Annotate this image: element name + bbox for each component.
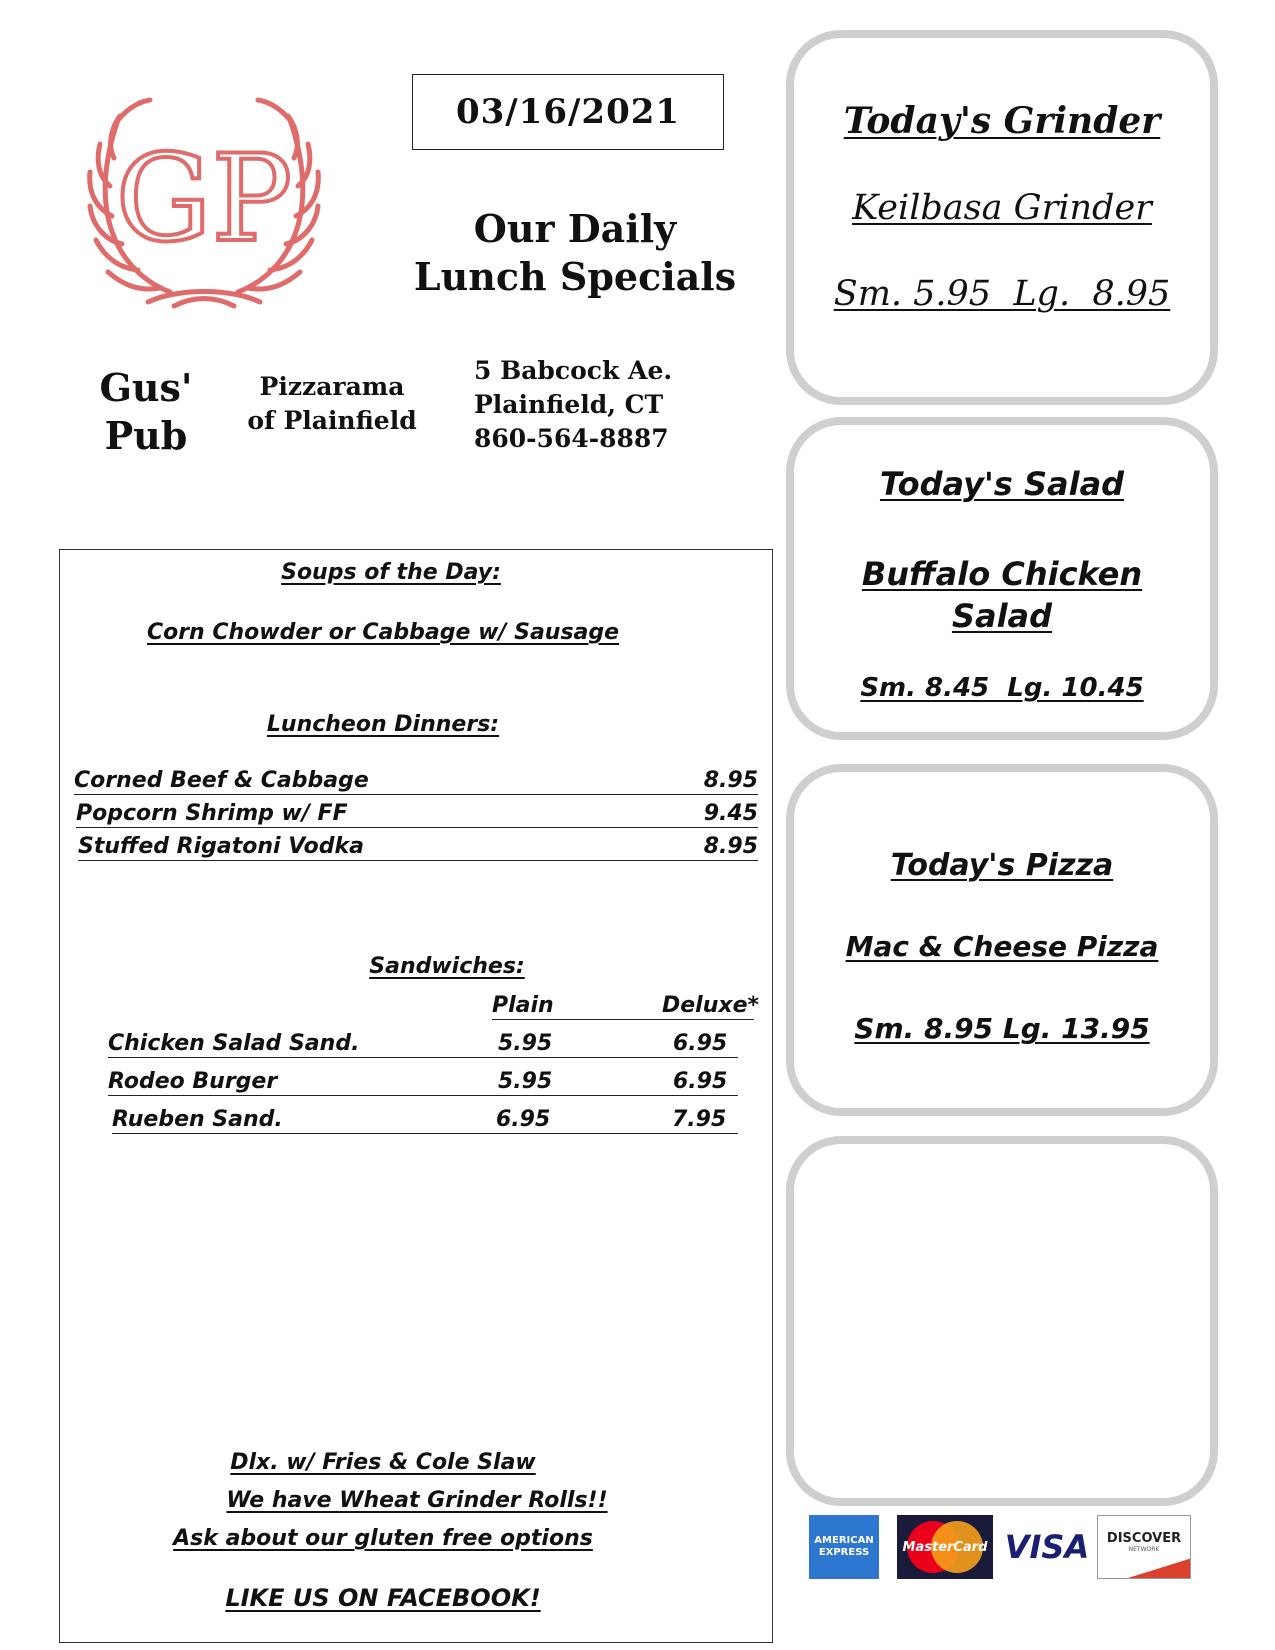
pizzarama-name — [232, 370, 432, 438]
address-street: 5 Babcock Ae. — [474, 356, 673, 385]
soups-text: Corn Chowder or Cabbage w/ Sausage — [146, 620, 620, 645]
facebook-note: LIKE US ON FACEBOOK! — [225, 1584, 541, 1612]
dinners-heading: Luncheon Dinners: — [266, 712, 500, 737]
sandwich-deluxe-price: 6.95 — [673, 1031, 728, 1056]
sandwich-name: Rodeo Burger — [108, 1069, 278, 1094]
salad-item-line-1: Buffalo Chicken — [861, 555, 1143, 593]
salad-box — [786, 417, 1218, 740]
pizza-box — [786, 764, 1218, 1116]
sandwiches-heading: Sandwiches: — [369, 954, 525, 979]
logo-monogram: GP — [115, 130, 293, 269]
salad-prices: Sm. 8.45 Lg. 10.45 — [860, 673, 1144, 703]
sandwich-row — [112, 1098, 738, 1134]
salad-item-line-2: Salad — [951, 597, 1053, 635]
menu-box — [59, 549, 773, 1643]
phone-number: 860-564-8887 — [474, 424, 669, 453]
grinder-item: Keilbasa Grinder — [852, 188, 1152, 228]
gp-logo — [78, 92, 330, 322]
sandwich-name: Chicken Salad Sand. — [108, 1031, 360, 1056]
pizza-prices: Sm. 8.95 Lg. 13.95 — [854, 1012, 1150, 1045]
dinner-name: Stuffed Rigatoni Vodka — [78, 834, 364, 859]
pizza-heading: Today's Pizza — [890, 848, 1114, 883]
empty-special-box — [786, 1136, 1218, 1506]
dinner-name: Popcorn Shrimp w/ FF — [76, 801, 348, 826]
salad-heading: Today's Salad — [879, 465, 1125, 503]
sandwich-name: Rueben Sand. — [112, 1107, 283, 1132]
sandwich-plain-price: 5.95 — [498, 1069, 553, 1094]
pub-name-line-1: Gus' — [99, 365, 193, 410]
amex-line-1: AMERICAN — [814, 1535, 874, 1546]
dinner-row — [74, 762, 758, 795]
col-plain: Plain — [492, 993, 554, 1018]
address-block — [474, 354, 734, 456]
grinder-prices: Sm. 5.95 Lg. 8.95 — [833, 274, 1171, 314]
gluten-free-note: Ask about our gluten free options — [173, 1526, 593, 1551]
soups-heading: Soups of the Day: — [281, 560, 501, 585]
pizza-item: Mac & Cheese Pizza — [845, 930, 1159, 963]
sandwich-plain-price: 6.95 — [496, 1107, 551, 1132]
sandwich-column-headers — [492, 990, 760, 1020]
deluxe-note: Dlx. w/ Fries & Cole Slaw — [230, 1450, 536, 1475]
sandwich-row — [108, 1022, 738, 1058]
title-line-1: Our Daily — [473, 206, 677, 251]
page-title — [405, 205, 745, 301]
col-deluxe: Deluxe* — [662, 993, 760, 1018]
grinder-box — [786, 30, 1218, 405]
visa-icon — [1001, 1515, 1093, 1579]
dinner-price: 8.95 — [703, 834, 758, 859]
pizzarama-line-1: Pizzarama — [259, 372, 405, 401]
address-city: Plainfield, CT — [474, 390, 664, 419]
sandwich-row — [108, 1060, 738, 1096]
pub-name — [90, 364, 202, 460]
grinder-heading: Today's Grinder — [843, 100, 1161, 142]
amex-line-2: EXPRESS — [818, 1547, 870, 1558]
sandwich-deluxe-price: 6.95 — [673, 1069, 728, 1094]
dinner-name: Corned Beef & Cabbage — [74, 768, 369, 793]
dinner-row — [76, 795, 758, 828]
mastercard-icon — [897, 1515, 993, 1579]
visa-label: VISA — [1004, 1528, 1090, 1566]
menu-date: 03/16/2021 — [455, 92, 681, 132]
sandwich-deluxe-price: 7.95 — [672, 1107, 727, 1132]
title-line-2: Lunch Specials — [413, 254, 737, 299]
discover-label: DISCOVER — [1106, 1531, 1182, 1546]
payment-cards — [803, 1515, 1193, 1581]
discover-icon — [1097, 1515, 1191, 1579]
wheat-rolls-note: We have Wheat Grinder Rolls!! — [226, 1488, 608, 1513]
pub-name-line-2: Pub — [104, 413, 188, 458]
dinner-price: 8.95 — [703, 768, 758, 793]
discover-sub-label: NETWORK — [1128, 1546, 1160, 1553]
date-box — [412, 74, 724, 150]
mastercard-label: MasterCard — [902, 1539, 988, 1555]
pizzarama-line-2: of Plainfield — [247, 406, 417, 435]
dinner-row — [78, 828, 758, 861]
sandwich-plain-price: 5.95 — [498, 1031, 553, 1056]
amex-card-icon — [809, 1515, 879, 1579]
dinner-price: 9.45 — [703, 801, 758, 826]
